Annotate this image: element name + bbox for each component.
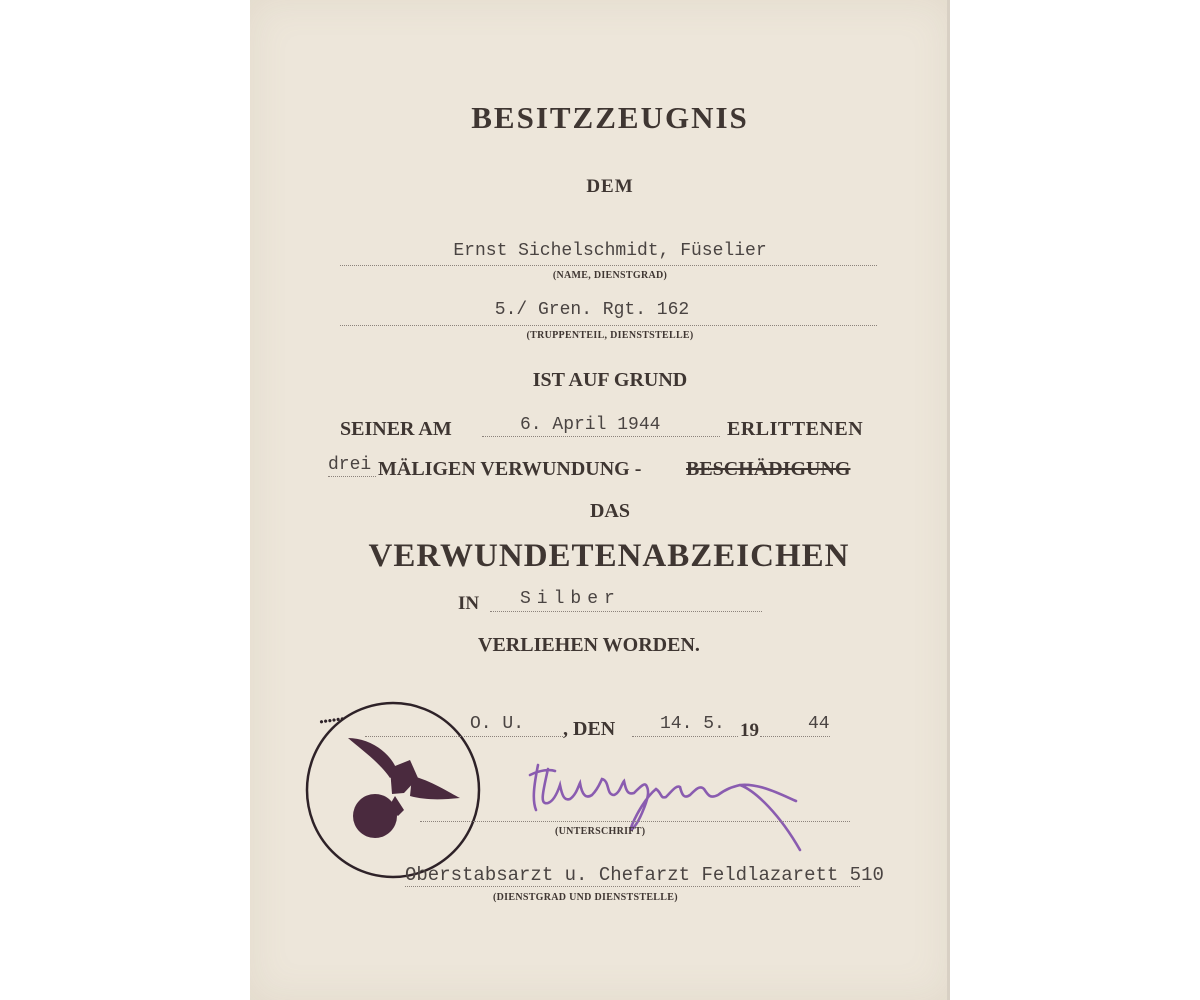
unit-value: 5./ Gren. Rgt. 162 <box>494 300 690 320</box>
year-prefix: 19 <box>740 720 759 741</box>
rank-line <box>405 886 860 887</box>
eagle-icon <box>348 738 460 838</box>
place-line <box>365 736 563 737</box>
grade-value: Silber <box>520 589 621 609</box>
wound-date-line <box>482 436 720 437</box>
paper-edge <box>947 0 950 1000</box>
signature-label: (UNTERSCHRIFT) <box>555 826 646 837</box>
den-text: , DEN <box>563 718 616 740</box>
issue-date-value: 14. 5. <box>660 714 725 734</box>
name-line <box>340 265 877 266</box>
beschaedigung-struck-text: BESCHÄDIGUNG <box>686 458 851 480</box>
svg-text:••••••: •••••• <box>318 711 346 729</box>
grade-line <box>490 611 762 612</box>
in-text: IN <box>458 593 480 614</box>
maligen-verwundung-text: MÄLIGEN VERWUNDUNG - <box>378 458 642 480</box>
rank-value: Oberstabsarzt u. Chefarzt Feldlazarett 510 <box>405 864 884 886</box>
wound-count-line <box>328 476 376 477</box>
year-line <box>760 736 830 737</box>
place-value: O. U. <box>470 714 525 734</box>
das-text: DAS <box>589 500 631 522</box>
signature-line <box>420 821 850 822</box>
wound-count-value: drei <box>328 455 372 475</box>
year-value: 44 <box>808 714 830 734</box>
rank-label: (DIENSTGRAD UND DIENSTSTELLE) <box>493 892 678 903</box>
seiner-am-text: SEINER AM <box>340 418 452 440</box>
name-value: Ernst Sichelschmidt, Füselier <box>453 241 767 261</box>
issue-date-line <box>632 736 738 737</box>
name-label: (NAME, DIENSTGRAD) <box>552 270 668 281</box>
unit-line <box>340 325 877 326</box>
ist-auf-grund-text: IST AUF GRUND <box>532 369 688 391</box>
wound-date-value: 6. April 1944 <box>520 415 661 435</box>
certificate-title: BESITZZEUGNIS <box>471 100 749 135</box>
official-stamp <box>300 698 490 884</box>
erlittenen-text: ERLITTENEN <box>727 418 864 440</box>
unit-label: (TRUPPENTEIL, DIENSTSTELLE) <box>526 330 694 341</box>
verliehen-text: VERLIEHEN WORDEN. <box>478 634 700 656</box>
signature <box>520 755 820 860</box>
award-name: VERWUNDETENABZEICHEN <box>368 538 850 574</box>
dem-text: DEM <box>586 176 634 197</box>
